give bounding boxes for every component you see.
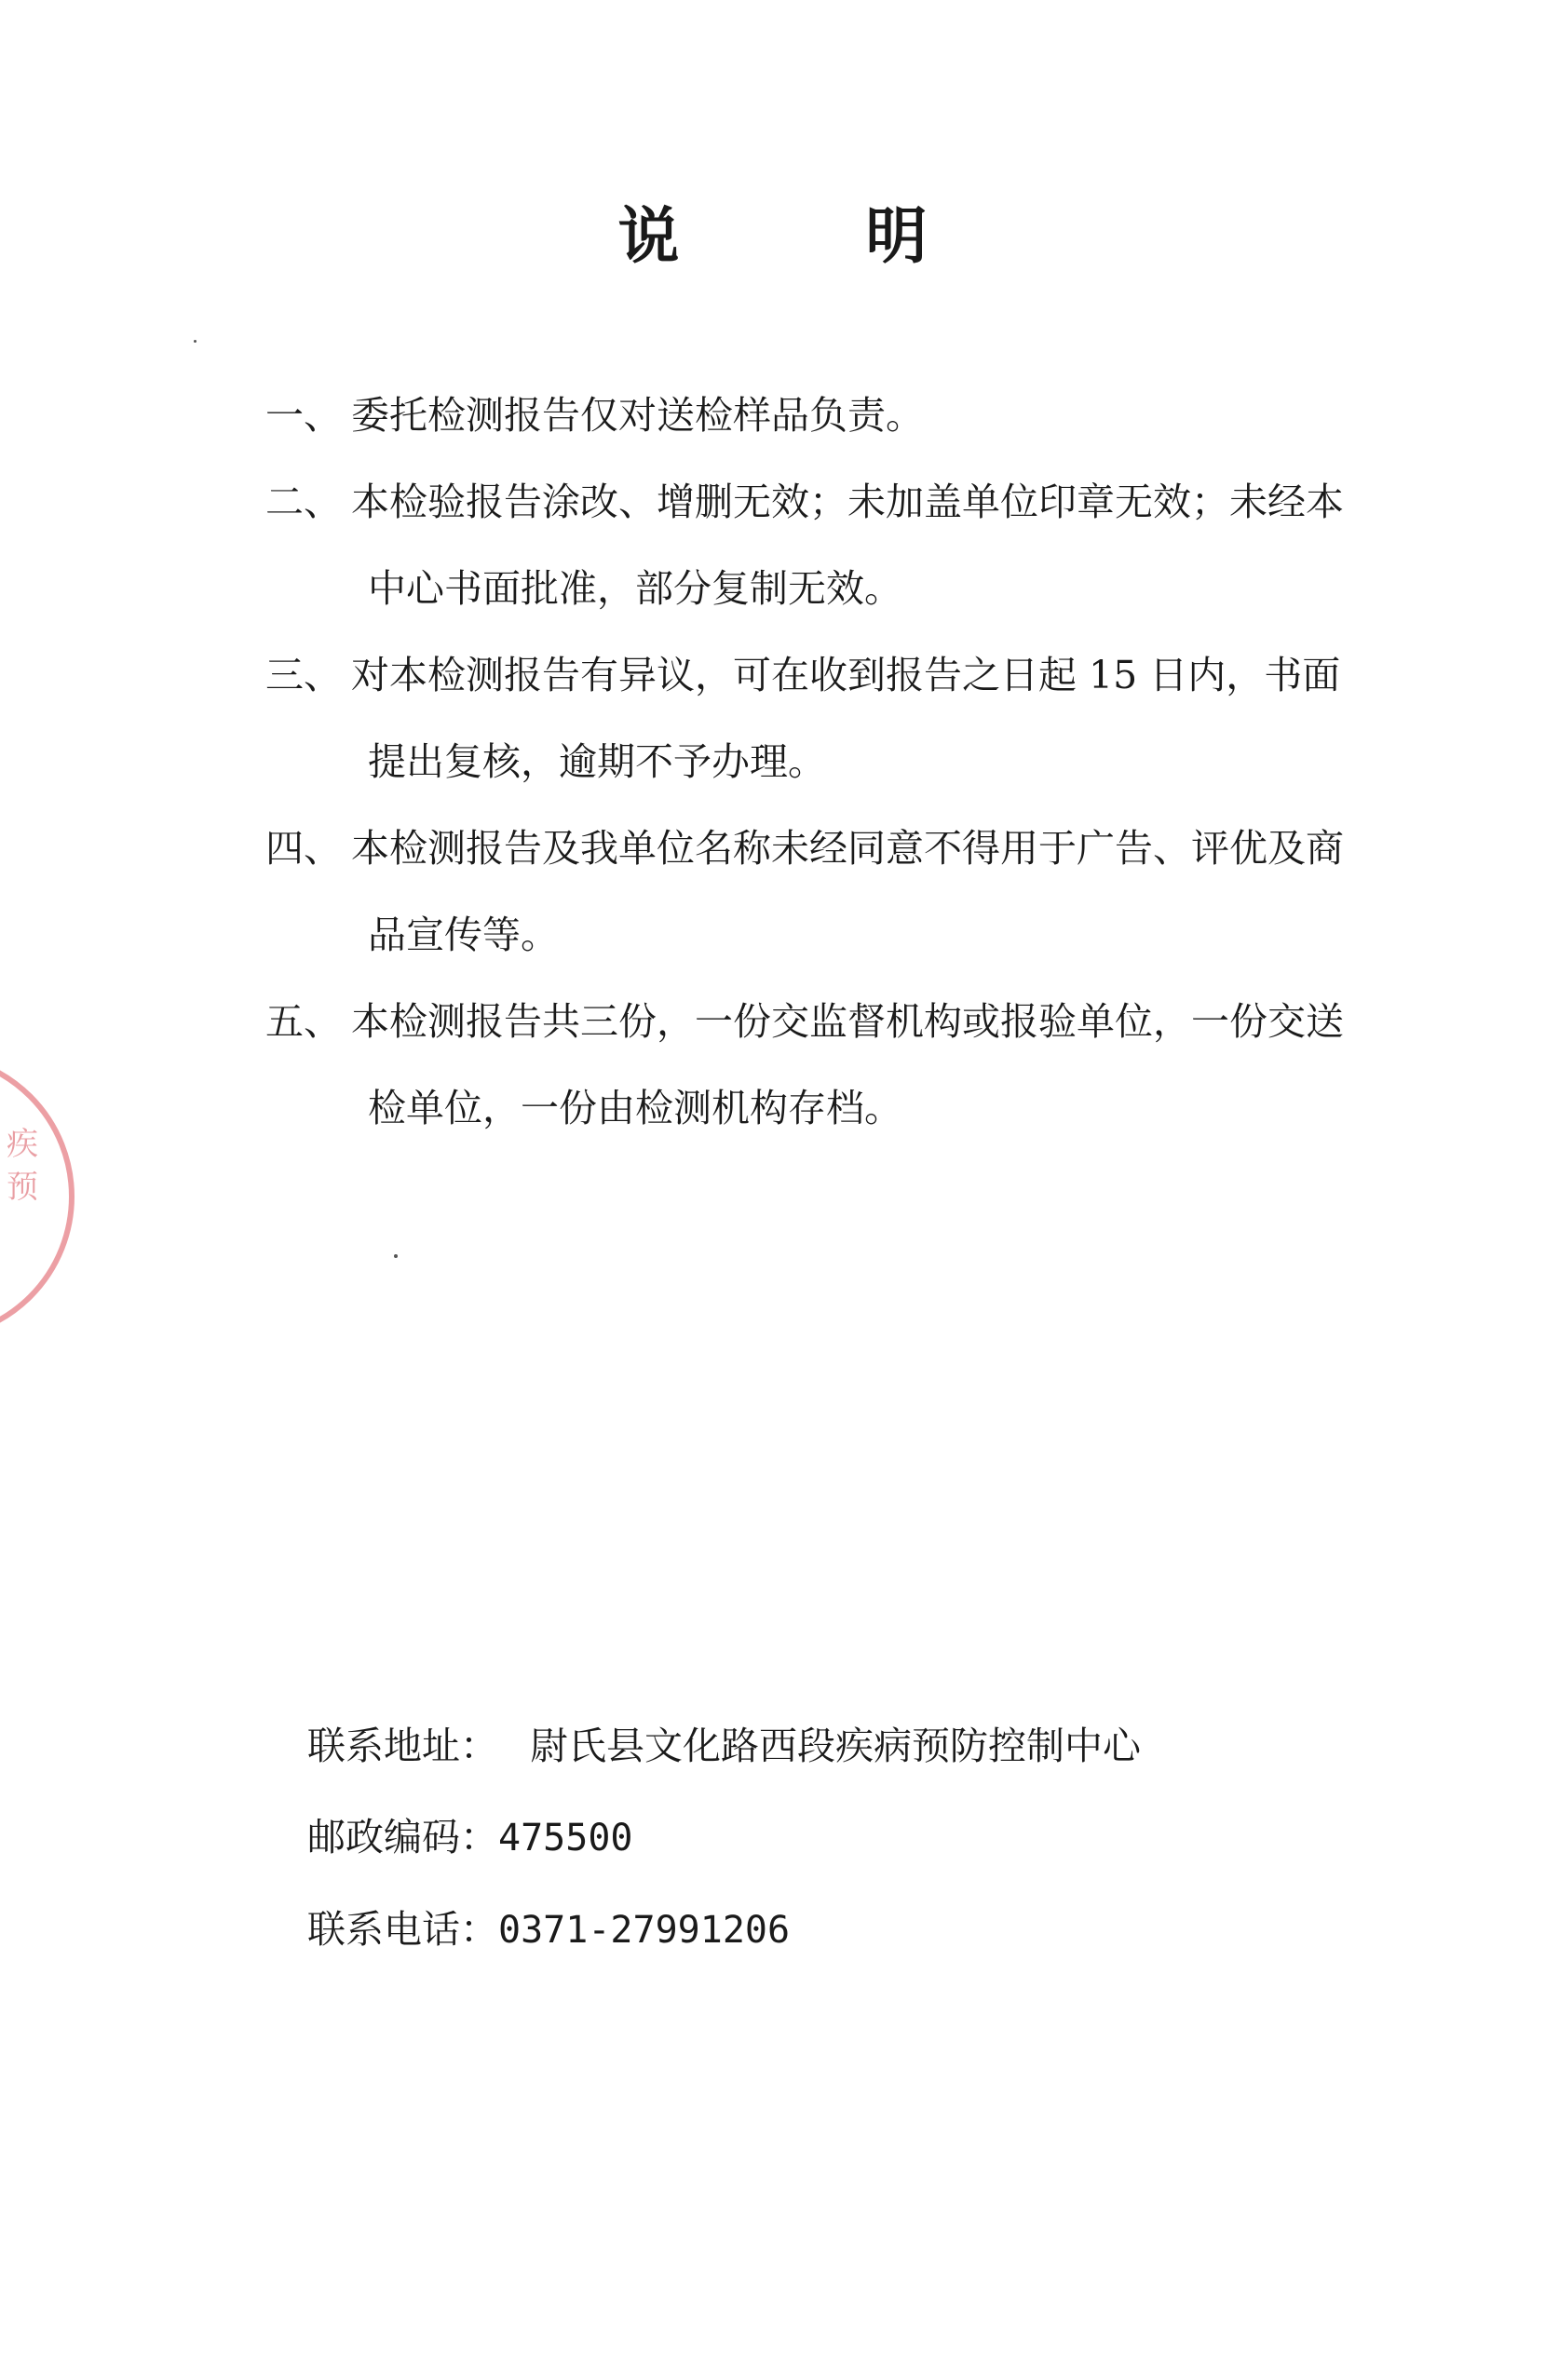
- item-number: 五、: [265, 999, 342, 1044]
- notice-list: [265, 372, 1439, 1152]
- notice-item-4: [265, 805, 1439, 979]
- notice-item-5: [265, 979, 1439, 1152]
- postcode-label: 邮政编码：: [307, 1815, 498, 1859]
- item-text: 本检验报告涂改、增删无效；未加盖单位印章无效；未经本: [351, 480, 1344, 524]
- item-text-continued: 中心书面批准，部分复制无效。: [368, 566, 902, 611]
- item-text-continued: 检单位，一份由检测机构存档。: [368, 1086, 902, 1130]
- notice-item-3: [265, 632, 1439, 805]
- official-seal-stamp: [0, 1052, 75, 1341]
- scan-speck: [194, 340, 197, 343]
- item-number: 三、: [265, 653, 342, 697]
- page-title: [0, 186, 1545, 275]
- item-number: 一、: [265, 393, 342, 438]
- item-text-continued: 提出复核，逾期不予办理。: [368, 739, 826, 784]
- notice-item-1: [265, 372, 1439, 459]
- address-value: 尉氏县文化路西段疾病预防控制中心: [530, 1724, 1141, 1768]
- item-text: 委托检测报告仅对送检样品负责。: [351, 393, 924, 438]
- item-number: 四、: [265, 826, 342, 871]
- item-number: 二、: [265, 480, 342, 524]
- item-text: 本检测报告及我单位名称未经同意不得用于广告、评优及商: [351, 826, 1344, 871]
- seal-partial-text: 疾 预: [7, 1126, 38, 1206]
- title-char-1: 说: [617, 199, 680, 272]
- contact-address-row: [307, 1700, 1141, 1792]
- title-char-2: 明: [865, 199, 928, 272]
- contact-info: [307, 1700, 1141, 1976]
- item-text: 本检测报告共三份，一份交监督机构或报验单位，一份交送: [351, 999, 1344, 1044]
- item-text: 对本检测报告有异议，可在收到报告之日起 15 日内，书面: [351, 653, 1341, 697]
- scan-speck: [394, 1254, 398, 1258]
- phone-label: 联系电话：: [307, 1907, 498, 1952]
- phone-value: 0371-27991206: [498, 1909, 791, 1952]
- item-text-continued: 品宣传等。: [368, 913, 559, 957]
- address-label: 联系地址：: [307, 1724, 498, 1768]
- notice-item-2: [265, 459, 1439, 632]
- contact-postcode-row: [307, 1792, 1141, 1884]
- contact-phone-row: [307, 1884, 1141, 1976]
- postcode-value: 475500: [498, 1817, 633, 1859]
